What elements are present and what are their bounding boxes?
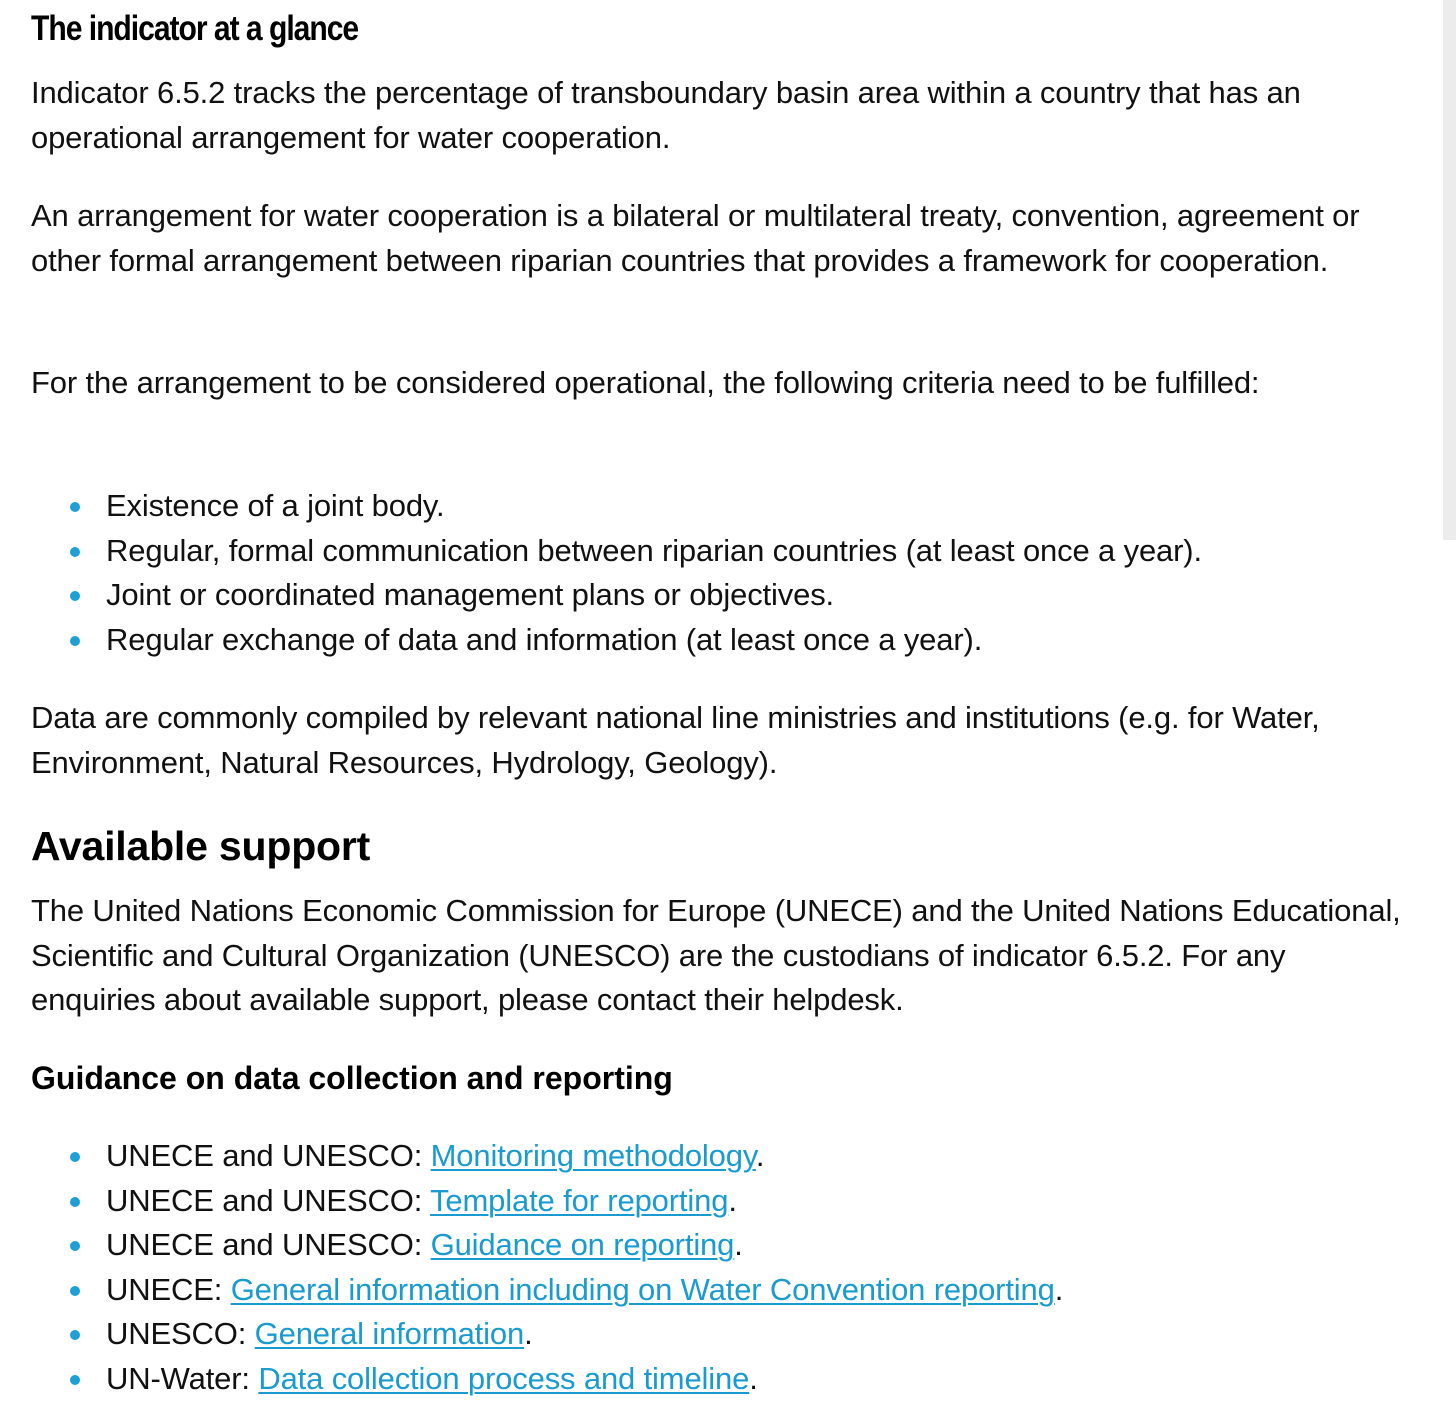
available-support-heading: Available support	[31, 823, 371, 869]
bullet-icon	[70, 1330, 80, 1340]
bullet-icon	[70, 636, 80, 646]
criteria-text: Regular, formal communication between riparian countries (at least once a year).	[106, 532, 1202, 568]
unesco-general-information-link[interactable]: General information	[254, 1316, 525, 1351]
guidance-prefix: UNESCO:	[106, 1316, 255, 1351]
guidance-prefix: UNECE and UNESCO:	[106, 1182, 431, 1218]
list-item	[31, 1268, 1063, 1313]
guidance-suffix: .	[734, 1227, 743, 1262]
guidance-suffix: .	[749, 1360, 758, 1396]
guidance-heading: Guidance on data collection and reporting	[31, 1060, 673, 1096]
guidance-list	[31, 1134, 1063, 1401]
guidance-prefix: UNECE:	[106, 1271, 231, 1307]
guidance-prefix: UNECE and UNESCO:	[106, 1138, 431, 1173]
template-for-reporting-link[interactable]: Template for reporting	[430, 1182, 729, 1218]
data-collection-process-link[interactable]: Data collection process and timeline	[258, 1360, 750, 1396]
guidance-suffix: .	[524, 1316, 533, 1351]
indicator-glance-heading: The indicator at a glance	[31, 9, 359, 48]
criteria-intro-paragraph: For the arrangement to be considered operational, the following criteria need to be fulfilled:	[31, 365, 1260, 400]
guidance-suffix: .	[1054, 1271, 1064, 1307]
criteria-text: Existence of a joint body.	[106, 488, 445, 523]
custodians-paragraph: The United Nations Economic Commission for Europe (UNECE) and the United Nations Educational, Scientific and Cultural Organization (UNESCO) are the custodians of indicator 6.5.2. For any enquiries about available support, please contact their helpdesk.	[31, 893, 1401, 1017]
monitoring-methodology-link[interactable]: Monitoring methodology	[430, 1138, 756, 1173]
list-item	[31, 573, 1202, 618]
unece-general-information-link[interactable]: General information including on Water Convention reporting	[230, 1271, 1055, 1307]
bullet-icon	[70, 1241, 80, 1251]
bullet-icon	[70, 1286, 80, 1296]
criteria-text: Regular exchange of data and information (at least once a year).	[106, 621, 983, 657]
bullet-icon	[70, 1152, 80, 1162]
list-item	[31, 484, 1202, 529]
bullet-icon	[70, 1375, 80, 1385]
scrollbar[interactable]	[1443, 0, 1456, 540]
indicator-description-paragraph: Indicator 6.5.2 tracks the percentage of transboundary basin area within a country that has an operational arrangement for water cooperation.	[31, 75, 1301, 155]
guidance-prefix: UNECE and UNESCO:	[106, 1227, 431, 1262]
list-item	[31, 1357, 1063, 1402]
list-item	[31, 618, 1202, 663]
list-item	[31, 1179, 1063, 1224]
bullet-icon	[70, 591, 80, 601]
guidance-suffix: .	[728, 1182, 737, 1218]
guidance-suffix: .	[755, 1138, 765, 1173]
list-item	[31, 1312, 1063, 1357]
bullet-icon	[70, 502, 80, 512]
guidance-prefix: UN-Water:	[106, 1360, 259, 1396]
criteria-list	[31, 484, 1202, 662]
list-item	[31, 1223, 1063, 1268]
criteria-text: Joint or coordinated management plans or objectives.	[106, 577, 835, 612]
arrangement-definition-paragraph: An arrangement for water cooperation is a bilateral or multilateral treaty, convention, agreement or other formal arrangement between riparian countries that provides a framework for cooperation.	[31, 198, 1360, 278]
guidance-on-reporting-link[interactable]: Guidance on reporting	[430, 1227, 735, 1262]
bullet-icon	[70, 1197, 80, 1207]
data-compilation-paragraph: Data are commonly compiled by relevant national line ministries and institutions (e.g. for Water, Environment, Natural Resources, Hydrology, Geology).	[31, 700, 1320, 780]
bullet-icon	[70, 547, 80, 557]
list-item	[31, 529, 1202, 574]
list-item	[31, 1134, 1063, 1179]
